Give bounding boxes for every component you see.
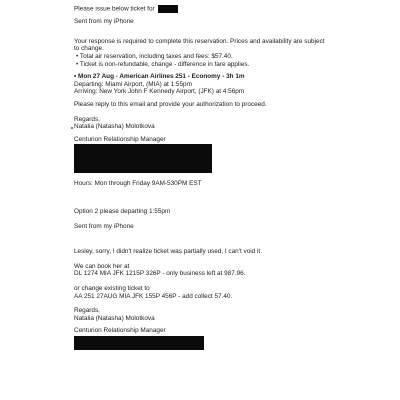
regards-2: Regards, (74, 307, 100, 315)
response-required-line: Your response is required to complete this reservation. Prices and availability are subject (74, 37, 325, 45)
book-her-line: We can book her at (74, 262, 130, 270)
regards-1: Regards, (74, 115, 100, 123)
signature-name-2: Natalia (Natasha) Molotkova (74, 314, 155, 322)
redacted-block-2 (74, 336, 204, 350)
signature-title-1: Centurion Relationship Manager (74, 135, 166, 143)
sent-from-iphone-1: Sent from my iPhone (74, 18, 134, 26)
stray-dot (71, 127, 73, 129)
ticket-bullet: • Ticket is non-refundable, change - difference in fare applies. (76, 60, 250, 68)
dl-option-line: DL 1274 MIA JFK 1215P 326P - only business left at 987.96. (74, 270, 246, 278)
redacted-block-1 (74, 144, 212, 173)
response-required-line-2: to change. (74, 45, 104, 53)
hours-line: Hours: Mon through Friday 9AM-530PM EST (74, 180, 202, 188)
change-ticket-line: or change existing ticket to (74, 284, 150, 292)
reply-instruction: Please reply to this email and provide your authorization to proceed. (74, 101, 267, 109)
arriving-line: Arriving: New York John F Kennedy Airport, (JFK) at 4:56pm (74, 88, 245, 96)
signature-title-2: Centurion Relationship Manager (74, 327, 166, 335)
email-body (74, 0, 392, 350)
apology-line: Lesley, sorry, I didn't realize ticket was partially used, I can't void it. (74, 248, 262, 256)
option-2-line: Option 2 please departing 1:55pm (74, 208, 171, 215)
request-text: Please issue below ticket for (74, 5, 155, 13)
total-air-bullet: • Total air reservation, including taxes and fees: $57.40. (76, 53, 233, 61)
signature-name-1: Natalia (Natasha) Molotkova (74, 123, 155, 131)
departing-line: Departing: Miami Airport, (MIA) at 1:55pm (74, 80, 192, 88)
request-line (74, 5, 392, 13)
aa-option-line: AA 251 27AUG MIA JFK 155P 456P - add collect 57.40. (74, 292, 233, 300)
sent-from-iphone-2: Sent from my iPhone (74, 222, 134, 230)
redacted-name (158, 5, 178, 13)
flight-summary: • Mon 27 Aug - American Airlines 251 - Economy - 3h 1m (74, 73, 245, 81)
